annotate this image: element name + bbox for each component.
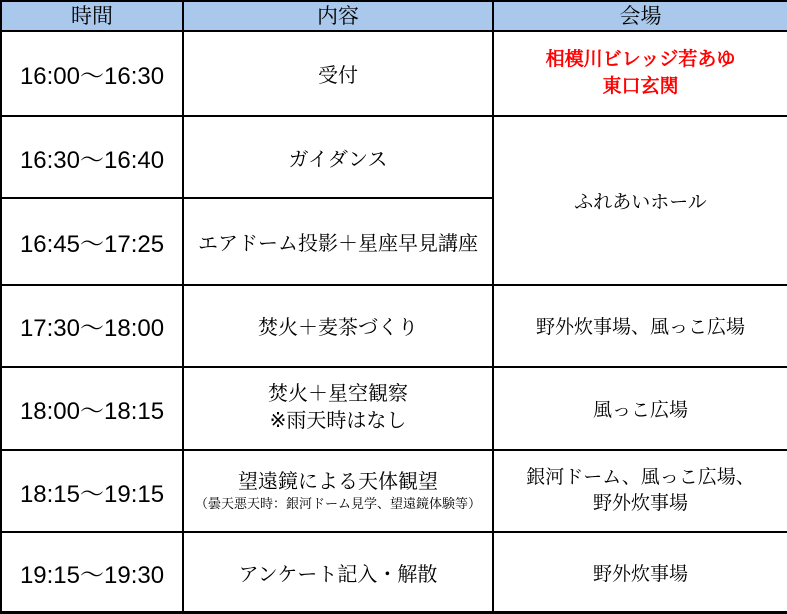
venue-line-2: 東口玄関 bbox=[602, 75, 679, 97]
venue-line-1: 相模川ビレッジ若あゆ bbox=[545, 49, 736, 71]
content-line-2: ※雨天時はなし bbox=[269, 410, 407, 433]
venue-line-2: 野外炊事場 bbox=[592, 493, 688, 515]
content-cell: 受付 bbox=[183, 31, 493, 116]
content-note: （曇天悪天時：銀河ドーム見学、望遠鏡体験等） bbox=[194, 496, 481, 512]
table-row-survey bbox=[1, 532, 787, 612]
venue-cell-highlighted bbox=[493, 31, 787, 116]
content-cell: エアドーム投影＋星座早見講座 bbox=[183, 198, 493, 284]
venue-line-1: 銀河ドーム、風っこ広場、 bbox=[526, 466, 755, 488]
content-line-1: 望遠鏡による天体観望 bbox=[238, 471, 438, 494]
time-cell: 18:15～19:15 bbox=[1, 450, 183, 532]
table-row-stargazing bbox=[1, 367, 787, 450]
time-cell: 18:00～18:15 bbox=[1, 367, 183, 450]
time-cell: 16:45～17:25 bbox=[1, 198, 183, 284]
time-cell: 17:30～18:00 bbox=[1, 285, 183, 367]
time-cell: 16:30～16:40 bbox=[1, 116, 183, 198]
header-content: 内容 bbox=[183, 1, 493, 31]
venue-cell: 風っこ広場 bbox=[493, 367, 787, 450]
time-cell: 19:15～19:30 bbox=[1, 532, 183, 612]
venue-cell: 野外炊事場、風っこ広場 bbox=[493, 285, 787, 367]
header-time: 時間 bbox=[1, 1, 183, 31]
table-row-guidance bbox=[1, 116, 787, 198]
table-row-telescope bbox=[1, 450, 787, 532]
table-row-bonfire-tea bbox=[1, 285, 787, 367]
table-row-reception bbox=[1, 31, 787, 116]
header-venue: 会場 bbox=[493, 1, 787, 31]
content-cell: ガイダンス bbox=[183, 116, 493, 198]
venue-cell-merged: ふれあいホール bbox=[493, 116, 787, 284]
content-cell bbox=[183, 450, 493, 532]
time-cell: 16:00～16:30 bbox=[1, 31, 183, 116]
content-cell bbox=[183, 367, 493, 450]
content-cell: 焚火＋麦茶づくり bbox=[183, 285, 493, 367]
content-line-1: 焚火＋星空観察 bbox=[268, 383, 408, 406]
content-cell: アンケート記入・解散 bbox=[183, 532, 493, 612]
venue-cell: 野外炊事場 bbox=[493, 532, 787, 612]
table-header-row bbox=[1, 1, 787, 31]
venue-cell bbox=[493, 450, 787, 532]
